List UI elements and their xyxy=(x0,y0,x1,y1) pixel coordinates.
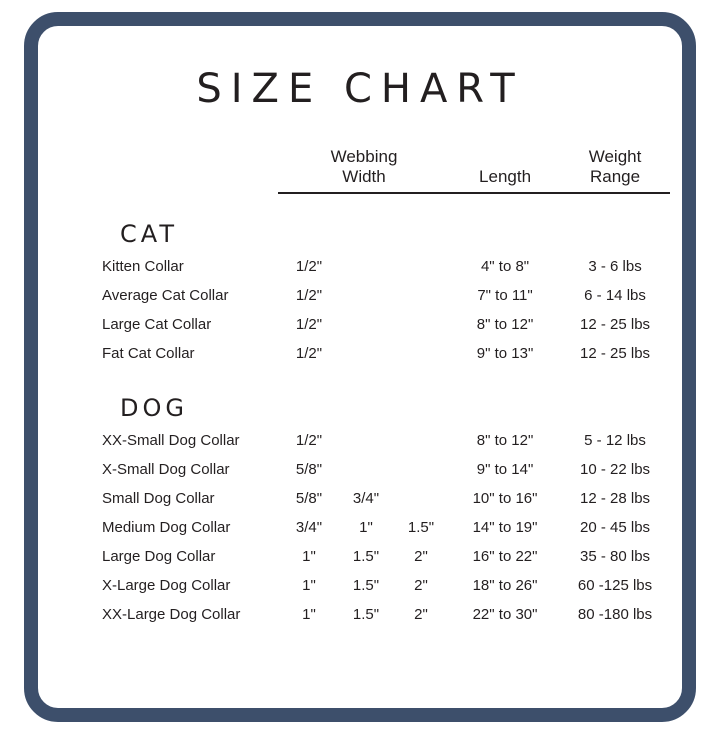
row-name: Medium Dog Collar xyxy=(102,519,231,537)
row-name: Average Cat Collar xyxy=(102,287,229,305)
row-width-2 xyxy=(340,339,392,368)
section-label-cat: CAT xyxy=(120,220,178,249)
row-name: Large Cat Collar xyxy=(102,316,212,334)
row-width-3 xyxy=(392,252,450,281)
row-length: 16" to 22" xyxy=(472,548,538,566)
row-width-3: 2" xyxy=(414,577,428,595)
row-length: 8" to 12" xyxy=(476,432,534,450)
header-weight-range-line2: Range xyxy=(589,166,641,186)
row-width-1: 1/2" xyxy=(295,316,323,334)
row-width-3: 1.5" xyxy=(407,519,435,537)
row-width-1: 3/4" xyxy=(295,519,323,537)
row-width-2: 1.5" xyxy=(352,606,380,624)
row-weight: 60 -125 lbs xyxy=(577,577,653,595)
header-webbing-width-line1: Webbing xyxy=(330,147,398,166)
row-width-1: 1/2" xyxy=(295,258,323,276)
table-header xyxy=(80,146,670,193)
table-row xyxy=(80,310,670,339)
row-weight: 80 -180 lbs xyxy=(577,606,653,624)
table-row xyxy=(80,426,670,455)
row-width-1: 5/8" xyxy=(295,461,323,479)
table-row xyxy=(80,339,670,368)
size-chart-card xyxy=(24,12,696,722)
row-name: X-Large Dog Collar xyxy=(102,577,231,595)
row-width-3: 2" xyxy=(414,548,428,566)
row-width-1: 1/2" xyxy=(295,345,323,363)
table-row xyxy=(80,571,670,600)
row-width-2 xyxy=(340,426,392,455)
table-row xyxy=(80,455,670,484)
row-weight: 6 - 14 lbs xyxy=(584,287,646,305)
row-width-2 xyxy=(340,310,392,339)
row-name: Kitten Collar xyxy=(102,258,184,276)
row-width-1: 1/2" xyxy=(295,432,323,450)
table-row xyxy=(80,484,670,513)
row-width-1: 1/2" xyxy=(295,287,323,305)
card-inner xyxy=(38,26,682,708)
row-name: Small Dog Collar xyxy=(102,490,215,508)
row-length: 4" to 8" xyxy=(480,258,530,276)
row-length: 9" to 13" xyxy=(476,345,534,363)
table-row xyxy=(80,252,670,281)
header-weight-range xyxy=(560,146,670,193)
row-weight: 12 - 25 lbs xyxy=(580,316,651,334)
row-name: XX-Small Dog Collar xyxy=(102,432,240,450)
row-weight: 10 - 22 lbs xyxy=(580,461,651,479)
row-width-1: 5/8" xyxy=(295,490,323,508)
header-webbing-width-line2: Width xyxy=(342,166,386,186)
table-row xyxy=(80,281,670,310)
row-width-3 xyxy=(392,310,450,339)
row-name: Large Dog Collar xyxy=(102,548,216,566)
row-length: 8" to 12" xyxy=(476,316,534,334)
row-width-3: 2" xyxy=(414,606,428,624)
row-width-2: 1" xyxy=(359,519,373,537)
row-width-1: 1" xyxy=(302,606,316,624)
row-length: 7" to 11" xyxy=(477,287,533,305)
row-name: Fat Cat Collar xyxy=(102,345,195,363)
row-width-3 xyxy=(392,281,450,310)
header-length-spacer xyxy=(451,147,559,167)
row-width-1: 1" xyxy=(302,577,316,595)
header-webbing-width xyxy=(278,146,450,193)
row-width-3 xyxy=(392,426,450,455)
row-weight: 12 - 28 lbs xyxy=(580,490,651,508)
row-name: X-Small Dog Collar xyxy=(102,461,230,479)
header-length-label: Length xyxy=(479,166,532,186)
size-chart-table xyxy=(80,146,670,629)
row-width-3 xyxy=(392,484,450,513)
row-length: 10" to 16" xyxy=(472,490,538,508)
section-header-row xyxy=(80,193,670,252)
table-body xyxy=(80,193,670,629)
row-weight: 35 - 80 lbs xyxy=(580,548,651,566)
row-weight: 12 - 25 lbs xyxy=(580,345,651,363)
row-weight: 5 - 12 lbs xyxy=(584,432,646,450)
header-name xyxy=(80,146,278,193)
section-label-dog: DOG xyxy=(120,394,188,423)
row-name: XX-Large Dog Collar xyxy=(102,606,241,624)
header-length xyxy=(450,146,560,193)
row-width-2 xyxy=(340,281,392,310)
table-row xyxy=(80,513,670,542)
row-width-3 xyxy=(392,339,450,368)
row-width-2 xyxy=(340,252,392,281)
row-weight: 3 - 6 lbs xyxy=(588,258,642,276)
table-row xyxy=(80,600,670,629)
row-width-1: 1" xyxy=(302,548,316,566)
row-length: 22" to 30" xyxy=(472,606,538,624)
header-weight-range-line1: Weight xyxy=(588,147,642,166)
page-title: SIZE CHART xyxy=(196,66,524,112)
row-length: 9" to 14" xyxy=(476,461,534,479)
section-header-row xyxy=(80,368,670,426)
row-width-2: 1.5" xyxy=(352,548,380,566)
size-chart-table-wrapper xyxy=(38,146,682,629)
row-width-2: 1.5" xyxy=(352,577,380,595)
table-row xyxy=(80,542,670,571)
row-length: 14" to 19" xyxy=(472,519,538,537)
row-width-3 xyxy=(392,455,450,484)
row-weight: 20 - 45 lbs xyxy=(580,519,651,537)
row-length: 18" to 26" xyxy=(472,577,538,595)
row-width-2: 3/4" xyxy=(352,490,380,508)
row-width-2 xyxy=(340,455,392,484)
